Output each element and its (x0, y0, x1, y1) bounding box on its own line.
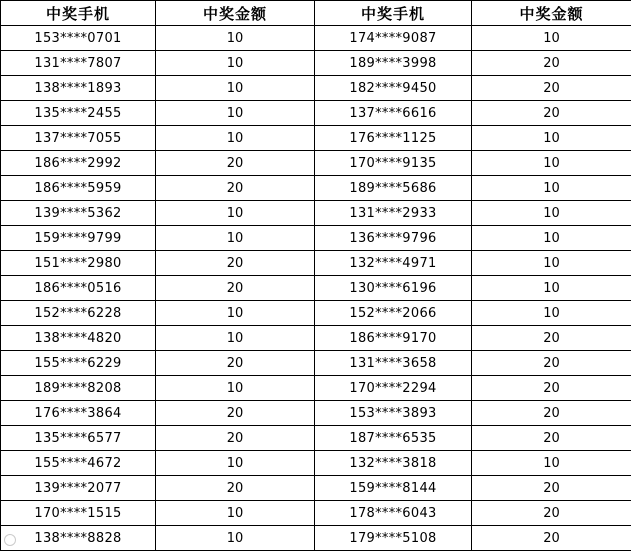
cell-phone-left: 152****6228 (1, 301, 156, 326)
cell-amount-right: 20 (472, 101, 631, 126)
header-row (1, 1, 631, 26)
table-row (1, 276, 631, 301)
cell-amount-right: 20 (472, 526, 631, 551)
header-amount-left: 中奖金额 (156, 1, 315, 26)
cell-amount-left: 20 (156, 476, 315, 501)
cell-amount-left: 20 (156, 426, 315, 451)
table-row (1, 251, 631, 276)
cell-phone-right: 152****2066 (315, 301, 472, 326)
cell-phone-right: 131****3658 (315, 351, 472, 376)
cell-phone-left: 151****2980 (1, 251, 156, 276)
cell-phone-right: 131****2933 (315, 201, 472, 226)
cell-amount-right: 20 (472, 326, 631, 351)
table-body (1, 26, 631, 551)
table-row (1, 451, 631, 476)
cell-phone-left: 155****4672 (1, 451, 156, 476)
table-row (1, 301, 631, 326)
cell-amount-left: 10 (156, 451, 315, 476)
cell-phone-right: 136****9796 (315, 226, 472, 251)
cell-phone-left: 135****6577 (1, 426, 156, 451)
cell-phone-left: 155****6229 (1, 351, 156, 376)
cell-amount-right: 10 (472, 251, 631, 276)
cell-amount-right: 20 (472, 51, 631, 76)
cell-phone-left: 153****0701 (1, 26, 156, 51)
cell-amount-right: 20 (472, 501, 631, 526)
cell-amount-right: 20 (472, 351, 631, 376)
cell-phone-left: 131****7807 (1, 51, 156, 76)
cell-amount-right: 10 (472, 201, 631, 226)
table-row (1, 126, 631, 151)
cell-phone-left: 139****2077 (1, 476, 156, 501)
cell-amount-left: 20 (156, 351, 315, 376)
cell-phone-left: 176****3864 (1, 401, 156, 426)
table-row (1, 376, 631, 401)
cell-amount-left: 10 (156, 226, 315, 251)
cell-amount-left: 10 (156, 126, 315, 151)
cell-amount-left: 10 (156, 201, 315, 226)
cell-amount-left: 20 (156, 401, 315, 426)
cell-phone-left: 186****5959 (1, 176, 156, 201)
table-row (1, 526, 631, 551)
cell-amount-right: 10 (472, 176, 631, 201)
cell-amount-right: 10 (472, 226, 631, 251)
table-row (1, 401, 631, 426)
table-row (1, 501, 631, 526)
cell-phone-left: 159****9799 (1, 226, 156, 251)
cell-phone-right: 130****6196 (315, 276, 472, 301)
cell-amount-left: 10 (156, 326, 315, 351)
table-row (1, 201, 631, 226)
table-row (1, 26, 631, 51)
cell-phone-right: 178****6043 (315, 501, 472, 526)
cell-amount-left: 20 (156, 151, 315, 176)
cell-phone-right: 153****3893 (315, 401, 472, 426)
cell-amount-right: 10 (472, 26, 631, 51)
cell-phone-right: 186****9170 (315, 326, 472, 351)
cell-phone-left: 189****8208 (1, 376, 156, 401)
cell-amount-left: 10 (156, 26, 315, 51)
cell-phone-left: 170****1515 (1, 501, 156, 526)
cell-amount-right: 10 (472, 301, 631, 326)
cell-phone-right: 174****9087 (315, 26, 472, 51)
cell-phone-right: 170****2294 (315, 376, 472, 401)
cell-amount-right: 10 (472, 276, 631, 301)
cell-amount-left: 10 (156, 526, 315, 551)
cell-phone-left: 186****0516 (1, 276, 156, 301)
cell-amount-right: 20 (472, 426, 631, 451)
cell-phone-left: 138****4820 (1, 326, 156, 351)
table-row (1, 326, 631, 351)
cell-amount-left: 10 (156, 101, 315, 126)
cell-amount-left: 10 (156, 51, 315, 76)
table-row (1, 151, 631, 176)
cell-amount-right: 10 (472, 151, 631, 176)
cell-phone-left: 138****1893 (1, 76, 156, 101)
table-row (1, 101, 631, 126)
cell-amount-right: 10 (472, 451, 631, 476)
cell-phone-right: 189****5686 (315, 176, 472, 201)
cell-phone-left: 139****5362 (1, 201, 156, 226)
table-row (1, 51, 631, 76)
cell-amount-right: 20 (472, 76, 631, 101)
cell-amount-left: 10 (156, 76, 315, 101)
cell-phone-right: 187****6535 (315, 426, 472, 451)
header-phone-left: 中奖手机 (1, 1, 156, 26)
cell-amount-left: 20 (156, 176, 315, 201)
cell-phone-right: 137****6616 (315, 101, 472, 126)
cell-phone-right: 170****9135 (315, 151, 472, 176)
header-phone-right: 中奖手机 (315, 1, 472, 26)
cell-amount-left: 20 (156, 251, 315, 276)
cell-phone-left: 138****8828 (1, 526, 156, 551)
table-row (1, 426, 631, 451)
table-row (1, 226, 631, 251)
cell-amount-right: 20 (472, 401, 631, 426)
header-amount-right: 中奖金额 (472, 1, 631, 26)
table-row (1, 76, 631, 101)
cell-phone-left: 186****2992 (1, 151, 156, 176)
cell-amount-right: 10 (472, 126, 631, 151)
cell-phone-left: 135****2455 (1, 101, 156, 126)
cell-amount-left: 10 (156, 501, 315, 526)
cell-phone-left: 137****7055 (1, 126, 156, 151)
cell-phone-right: 179****5108 (315, 526, 472, 551)
cell-phone-right: 176****1125 (315, 126, 472, 151)
table-row (1, 176, 631, 201)
cell-amount-left: 10 (156, 376, 315, 401)
cell-phone-right: 159****8144 (315, 476, 472, 501)
cell-phone-right: 132****4971 (315, 251, 472, 276)
cell-phone-right: 132****3818 (315, 451, 472, 476)
cell-amount-left: 20 (156, 276, 315, 301)
cell-amount-right: 20 (472, 476, 631, 501)
table-row (1, 476, 631, 501)
cell-phone-right: 189****3998 (315, 51, 472, 76)
table-row (1, 351, 631, 376)
cell-phone-right: 182****9450 (315, 76, 472, 101)
cell-amount-right: 20 (472, 376, 631, 401)
cell-amount-left: 10 (156, 301, 315, 326)
